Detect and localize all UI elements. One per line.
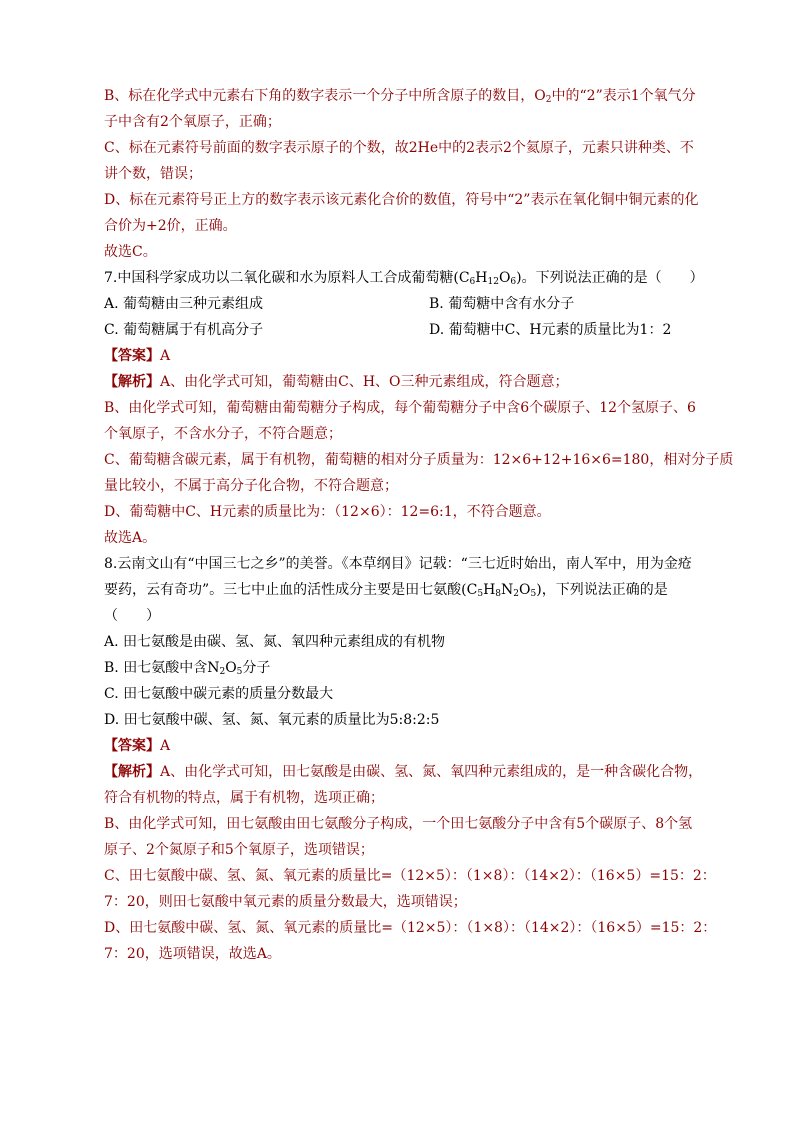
q8-analysis-a-line1: 【解析】A、由化学式可知，田七氨酸是由碳、氢、氮、氧四种元素组成的，是一种含碳化合物， — [104, 764, 703, 780]
q7-answer: 【答案】A — [104, 348, 171, 364]
q7-options-row1 — [104, 294, 704, 320]
q7-analysis-d: D、葡萄糖中C、H元素的质量比为：（12×6）：12=6:1，不符合题意。 — [104, 504, 551, 520]
q7-analysis-b-line2: 个氧原子，不含水分子，不符合题意； — [104, 426, 342, 442]
document-page — [104, 86, 734, 970]
q7-options-row2 — [104, 320, 704, 346]
q8-option-c: C. 田七氨酸中碳元素的质量分数最大 — [104, 686, 334, 702]
q8-analysis-a-line2: 符合有机物的特点，属于有机物，选项正确； — [104, 790, 384, 806]
q7-option-d: D. 葡萄糖中C、H元素的质量比为1：2 — [429, 322, 672, 338]
q7-option-a: A. 葡萄糖由三种元素组成 — [104, 296, 264, 312]
q8-option-d: D. 田七氨酸中碳、氢、氮、氧元素的质量比为5:8:2:5 — [104, 712, 440, 728]
q8-analysis-b-line2: 原子、2个氮原子和5个氧原子，选项错误； — [104, 842, 374, 858]
q6-explain-d-line1: D、标在元素符号正上方的数字表示该元素化合价的数值，符号中“2”表示在氧化铜中铜元素的化 — [104, 192, 699, 208]
q6-explain-b-line1: B、标在化学式中元素右下角的数字表示一个分子中所含原子的数目，$O_2$中的“2”表示1个氧气分 — [104, 88, 696, 105]
q8-analysis-b-line1: B、由化学式可知，田七氨酸由田七氨酸分子构成，一个田七氨酸分子中含有5个碳原子、8个氢 — [104, 816, 693, 832]
q7-option-b: B. 葡萄糖中含有水分子 — [429, 296, 575, 312]
q7-analysis-c-line2: 量比较小，不属于高分子化合物，不符合题意； — [104, 478, 398, 494]
q8-analysis-c-line2: 7：20，则田七氨酸中氧元素的质量分数最大，选项错误； — [104, 894, 467, 910]
q6-explain-c-line2: 讲个数，错误； — [104, 166, 202, 182]
q8-stem-line1: 8.云南文山有“中国三七之乡”的美誉。《本草纲目》记载：“三七近时始出，南人军中，用为金疮 — [104, 556, 692, 572]
q7-option-c: C. 葡萄糖属于有机高分子 — [104, 322, 264, 338]
q6-explain-d-line2: 合价为+2价，正确。 — [104, 218, 237, 234]
q8-stem-line2: 要药，云有奇功”。三七中止血的活性成分主要是田七氨酸$(C_5H_8N_2O_5)$，下列说法正确的是 — [104, 582, 668, 599]
q7-analysis-c-line1: C、葡萄糖含碳元素，属于有机物，葡萄糖的相对分子质量为：12×6+12+16×6=180，相对分子质 — [104, 452, 734, 468]
q8-analysis-d-line2: 7：20，选项错误，故选A。 — [104, 946, 281, 962]
q6-explain-b-line2: 子中含有2个氧原子，正确； — [104, 114, 281, 130]
q8-option-a: A. 田七氨酸是由碳、氢、氮、氧四种元素组成的有机物 — [104, 634, 446, 650]
q8-analysis-c-line1: C、田七氨酸中碳、氢、氮、氧元素的质量比=（12×5）：（1×8）：（14×2）：（16×5）=15：2： — [104, 868, 716, 884]
q6-explain-c-line1: C、标在元素符号前面的数字表示原子的个数，故2He中的2表示2个氦原子，元素只讲种类、不 — [104, 140, 694, 156]
q6-choose: 故选C。 — [104, 244, 157, 260]
q8-stem-line3: （ ） — [104, 608, 160, 624]
q7-analysis-a: 【解析】A、由化学式可知，葡萄糖由C、H、O三种元素组成，符合题意； — [104, 374, 569, 390]
q7-choose: 故选A。 — [104, 530, 157, 546]
q8-option-b: B. 田七氨酸中含$N_2O_5$分子 — [104, 660, 271, 677]
q8-analysis-d-line1: D、田七氨酸中碳、氢、氮、氧元素的质量比=（12×5）：（1×8）：（14×2）：（16×5）=15：2： — [104, 920, 717, 936]
q7-stem: 7.中国科学家成功以二氧化碳和水为原料人工合成葡萄糖$(C_6H_{12}O_6)$。下列说法正确的是（ ） — [104, 270, 704, 287]
q8-answer: 【答案】A — [104, 738, 171, 754]
q7-analysis-b-line1: B、由化学式可知，葡萄糖由葡萄糖分子构成，每个葡萄糖分子中含6个碳原子、12个氢原子、6 — [104, 400, 696, 416]
